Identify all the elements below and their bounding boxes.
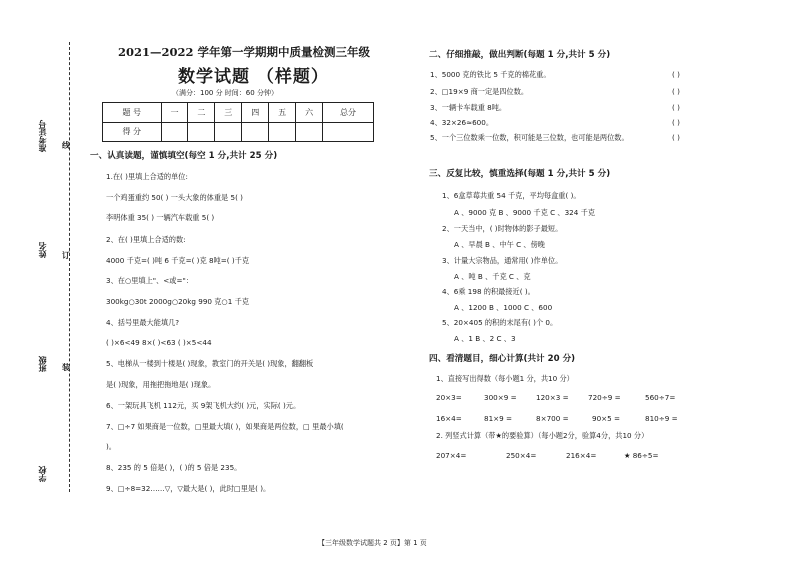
s3-options: A 、1200 B 、1000 C 、600 <box>454 303 553 312</box>
s1-line: 8、235 的 5 倍是( )，( )的 5 倍是 235。 <box>106 463 242 472</box>
s4-calc: 120×3 = <box>536 393 569 402</box>
score-blank[interactable] <box>161 122 188 142</box>
score-cell: 四 <box>242 103 269 123</box>
s4-calc: 20×3= <box>436 393 462 402</box>
score-cell: 五 <box>269 103 296 123</box>
s3-options: A 、9000 克 B 、9000 千克 C 、324 千克 <box>454 208 595 217</box>
s1-line: 1.在( )里填上合适的单位: <box>106 172 188 181</box>
s1-line: 3、在○里填上"、<或="： <box>106 276 194 285</box>
exam-title-line1: 2021—2022 学年第一学期期中质量检测三年级 <box>118 45 371 59</box>
s1-line: 一个鸡蛋重约 50( ) 一头大象的体重是 5( ) <box>106 193 243 202</box>
s2-answer-blank[interactable]: ( ) <box>672 87 680 96</box>
score-cell: 三 <box>215 103 242 123</box>
s4-vertical-calc: 207×4= <box>436 451 467 460</box>
s4-vertical-calc: 216×4= <box>566 451 597 460</box>
s2-item: 1、5000 克的铁比 5 千克的棉花重。 <box>430 70 551 79</box>
s4-calc: 8×700 = <box>536 414 569 423</box>
margin-cut-line: 线 <box>62 141 70 150</box>
s4-calc: 90×5 = <box>592 414 621 423</box>
section2-heading: 二、仔细推敲，做出判断(每题 1 分,共计 5 分) <box>429 50 611 60</box>
score-row-label: 得 分 <box>103 122 162 142</box>
s1-line: 300kg○30t 2000g○20kg 990 克○1 千克 <box>106 297 249 306</box>
s1-line: 李明体重 35( ) 一辆汽车载重 5( ) <box>106 213 215 222</box>
s1-line: 6、一架玩具飞机 112元，买 9架飞机大约( )元，实际( )元。 <box>106 401 301 410</box>
margin-label-class: 班级 <box>38 356 47 372</box>
score-table <box>102 102 374 142</box>
score-cell: 六 <box>296 103 323 123</box>
score-blank[interactable] <box>215 122 242 142</box>
score-cell: 一 <box>161 103 188 123</box>
section3-heading: 三、反复比较，慎重选择(每题 1 分,共计 5 分) <box>429 169 611 179</box>
page-footer: 【三年级数学试题共 2 页】第 1 页 <box>318 539 427 547</box>
s4-vertical-calc: ★ 86÷5= <box>624 451 659 460</box>
s1-line: 2、在( )里填上合适的数: <box>106 235 186 244</box>
s4-calc: 720÷9 = <box>588 393 621 402</box>
s4-vertical-calc: 250×4= <box>506 451 537 460</box>
score-blank[interactable] <box>323 122 374 142</box>
s1-line: ( )×6<49 8×( )<63 ( )×5<44 <box>106 338 212 347</box>
score-blank[interactable] <box>296 122 323 142</box>
s3-line: 1、6盒草莓共重 54 千克，平均每盒重( )。 <box>442 191 581 200</box>
s2-answer-blank[interactable]: ( ) <box>672 103 680 112</box>
s1-line: 5、电梯从一楼到十楼是( )现象，教室门的开关是( )现象，翻翻板 <box>106 359 314 368</box>
score-blank[interactable] <box>242 122 269 142</box>
s1-line: 4000 千克=( )吨 6 千克=( )克 8吨=( )千克 <box>106 256 250 265</box>
s2-item: 2、□19×9 商一定是四位数。 <box>430 87 529 96</box>
s2-item: 5、一个三位数乘一位数，积可能是三位数，也可能是两位数。 <box>430 133 629 142</box>
section4-heading: 四、看清题目，细心计算(共计 20 分) <box>429 354 576 364</box>
s3-line: 5、20×405 的积的末尾有( )个 0。 <box>442 318 558 327</box>
s2-answer-blank[interactable]: ( ) <box>672 118 680 127</box>
score-blank[interactable] <box>188 122 215 142</box>
s1-line: )。 <box>106 442 116 451</box>
s4-calc: 81×9 = <box>484 414 513 423</box>
s2-answer-blank[interactable]: ( ) <box>672 133 680 142</box>
s4-calc: 300×9 = <box>484 393 517 402</box>
s3-options: A 、1 B 、2 C 、3 <box>454 334 516 343</box>
s3-line: 4、6乘 198 的积最接近( )。 <box>442 287 535 296</box>
score-table-header-row <box>103 103 374 123</box>
score-cell: 总分 <box>323 103 374 123</box>
s3-line: 2、一天当中，( )时物体的影子最短。 <box>442 224 563 233</box>
score-cell: 二 <box>188 103 215 123</box>
margin-cut-bind: 装 <box>62 363 70 372</box>
exam-title-line2: 数学试题 （样题） <box>178 67 329 87</box>
s1-line: 9、□÷8=32……▽，▽最大是( )，此时□里是( )。 <box>106 484 271 493</box>
s3-options: A 、早晨 B 、中午 C 、傍晚 <box>454 240 545 249</box>
exam-meta: （满分：100 分 时间：60 分钟） <box>172 89 278 97</box>
s3-options: A 、吨 B 、千克 C 、克 <box>454 272 531 281</box>
s1-line: 4、括号里最大能填几? <box>106 318 180 327</box>
margin-label-exam-id: 准考证号 <box>38 120 47 152</box>
s3-line: 3、计量大宗物品，通常用( )作单位。 <box>442 256 563 265</box>
s2-item: 3、一辆卡车载重 8吨。 <box>430 103 507 112</box>
section1-heading: 一、认真读题，谨慎填空(每空 1 分,共计 25 分) <box>90 151 278 161</box>
s2-item: 4、32×26≈600。 <box>430 118 494 127</box>
s4-calc: 560÷7= <box>645 393 676 402</box>
margin-label-name: 姓名 <box>38 242 47 258</box>
s2-answer-blank[interactable]: ( ) <box>672 70 680 79</box>
s4-sub2: 2. 列竖式计算（带★的要验算）（每小题2分，验算4分，共10 分） <box>436 431 649 440</box>
margin-label-school: 学校 <box>38 466 47 482</box>
score-table-score-row <box>103 122 374 142</box>
binding-line <box>69 42 70 492</box>
s1-line: 是( )现象，用拖把拖地是( )现象。 <box>106 380 216 389</box>
s4-sub1: 1、直接写出得数（每小题1 分，共10 分） <box>436 374 574 383</box>
score-blank[interactable] <box>269 122 296 142</box>
s4-calc: 16×4= <box>436 414 462 423</box>
s1-line: 7、□÷7 如果商是一位数，□里最大填( )，如果商是两位数，□ 里最小填( <box>106 422 344 431</box>
margin-cut-staple: 订 <box>62 251 70 260</box>
s4-calc: 810÷9 = <box>645 414 678 423</box>
score-cell: 题 号 <box>103 103 162 123</box>
